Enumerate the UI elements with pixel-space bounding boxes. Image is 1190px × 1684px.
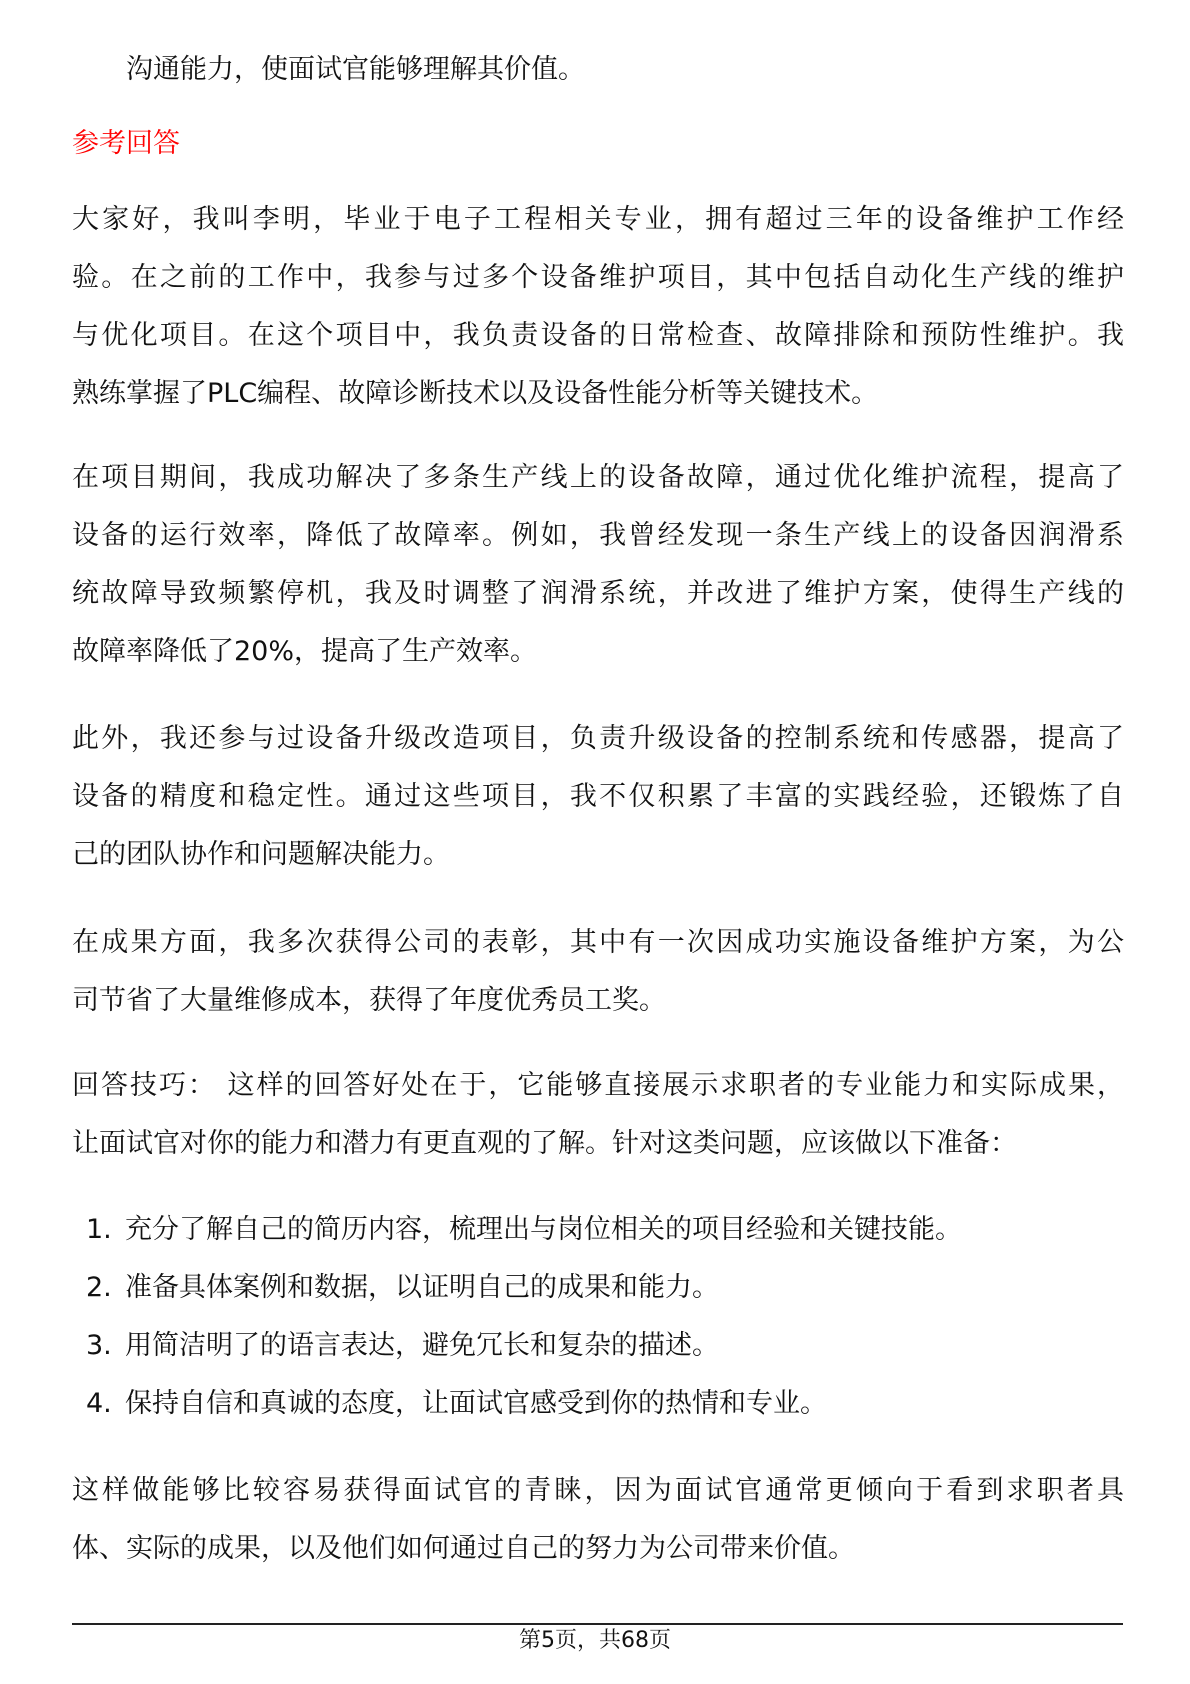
text-line: 此外，我还参与过设备升级改造项目，负责升级设备的控制系统和传感器，提高了 [72,723,1124,754]
text-line: 体、实际的成果，以及他们如何通过自己的努力为公司带来价值。 [72,1533,855,1564]
text-line: 己的团队协作和问题解决能力。 [72,839,450,870]
footer-divider [72,1623,1123,1625]
text-line: 让面试官对你的能力和潜力有更直观的了解。针对这类问题，应该做以下准备： [72,1128,1017,1159]
text-line: 统故障导致频繁停机，我及时调整了润滑系统，并改进了维护方案，使得生产线的 [72,578,1124,609]
text-line: 验。在之前的工作中，我参与过多个设备维护项目，其中包括自动化生产线的维护 [72,262,1124,293]
text-line: 故障率降低了20%，提高了生产效率。 [72,636,538,667]
text-line: 与优化项目。在这个项目中，我负责设备的日常检查、故障排除和预防性维护。我 [72,320,1124,351]
text-line: 司节省了大量维修成本，获得了年度优秀员工奖。 [72,985,666,1016]
text-line: 在项目期间，我成功解决了多条生产线上的设备故障，通过优化维护流程，提高了 [72,462,1124,493]
text-line: 设备的精度和稳定性。通过这些项目，我不仅积累了丰富的实践经验，还锻炼了自 [72,781,1124,812]
text-line: 回答技巧： 这样的回答好处在于，它能够直接展示求职者的专业能力和实际成果， [72,1070,1124,1101]
list-item: 4. 保持自信和真诚的态度，让面试官感受到你的热情和专业。 [86,1388,827,1419]
paragraph [72,191,1124,423]
text-line: 这样做能够比较容易获得面试官的青睐，因为面试官通常更倾向于看到求职者具 [72,1475,1124,1506]
intro-tail-text: 沟通能力，使面试官能够理解其价值。 [126,54,585,85]
text-line: 在成果方面，我多次获得公司的表彰，其中有一次因成功实施设备维护方案，为公 [72,927,1124,958]
paragraph [72,449,1124,681]
paragraph [72,914,1124,1030]
text-line: 设备的运行效率，降低了故障率。例如，我曾经发现一条生产线上的设备因润滑系 [72,520,1124,551]
page-number: 第5页，共68页 [519,1628,671,1653]
list-item: 1. 充分了解自己的简历内容，梳理出与岗位相关的项目经验和关键技能。 [86,1214,962,1245]
list-item: 3. 用简洁明了的语言表达，避免冗长和复杂的描述。 [86,1330,719,1361]
paragraph [72,710,1124,884]
answer-tips-paragraph [72,1057,1124,1173]
text-line: 大家好，我叫李明，毕业于电子工程相关专业，拥有超过三年的设备维护工作经 [72,204,1124,235]
section-heading: 参考回答 [72,128,180,159]
list-item: 2. 准备具体案例和数据，以证明自己的成果和能力。 [86,1272,719,1303]
text-line: 熟练掌握了PLC编程、故障诊断技术以及设备性能分析等关键技术。 [72,378,879,409]
closing-paragraph [72,1462,1124,1578]
